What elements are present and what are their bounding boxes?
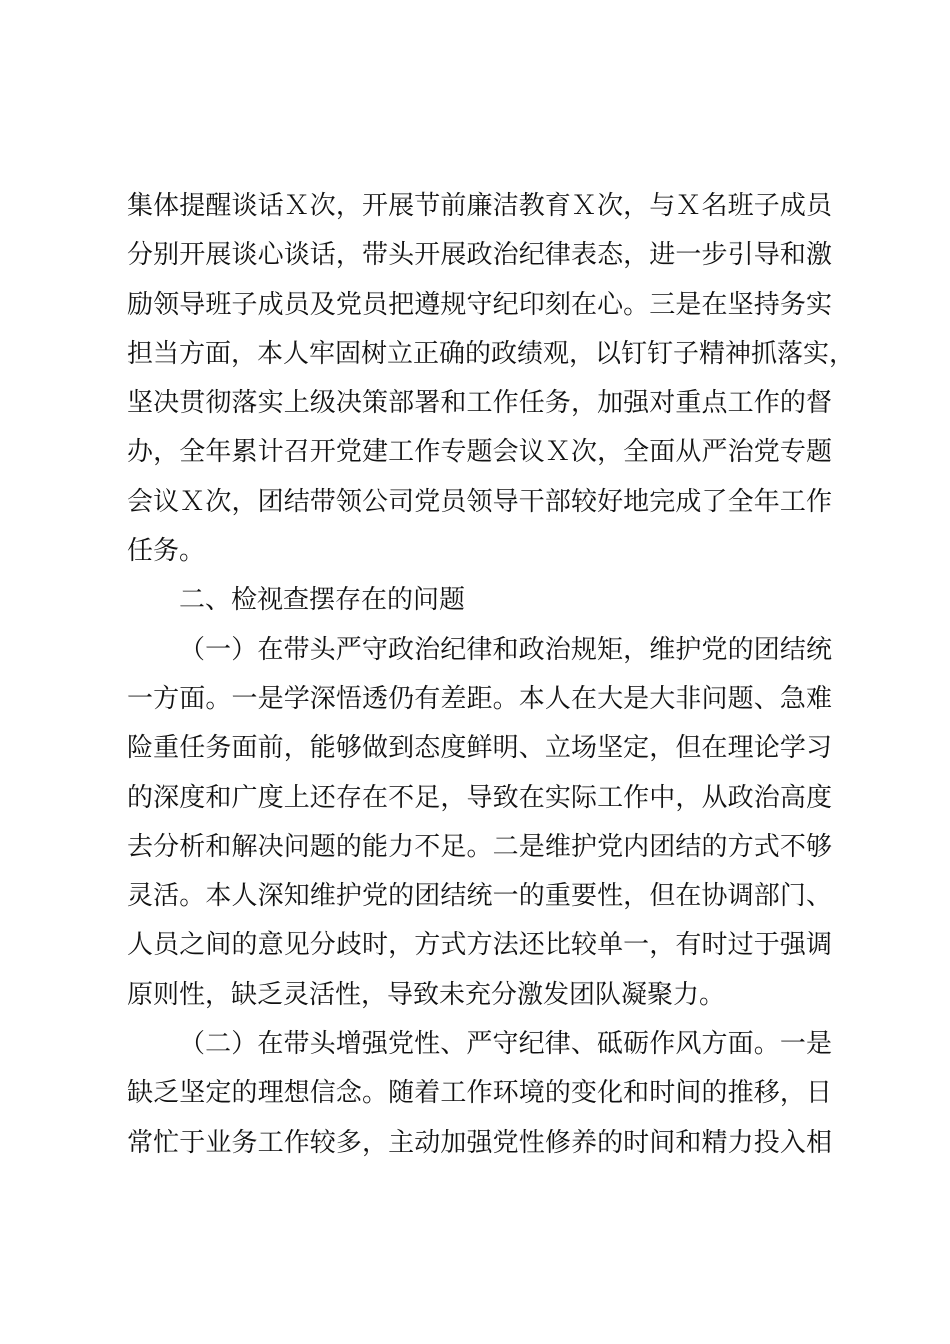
section-heading [127, 576, 832, 625]
text-line: 的深度和广度上还存在不足，导致在实际工作中，从政治高度 [127, 782, 832, 813]
text-line: 缺乏坚定的理想信念。随着工作环境的变化和时间的推移，日 [127, 1078, 832, 1109]
text-line: （一）在带头严守政治纪律和政治规矩，维护党的团结统 [179, 634, 832, 665]
text-line: 集体提醒谈话Ｘ次，开展节前廉洁教育Ｘ次，与Ｘ名班子成员 [127, 191, 832, 221]
text-line: 任务。 [127, 536, 206, 567]
text-line: 人员之间的意见分歧时，方式方法还比较单一，有时过于强调 [127, 930, 832, 961]
text-line: 原则性，缺乏灵活性，导致未充分激发团队凝聚力。 [127, 979, 726, 1010]
paragraph-political-discipline [127, 626, 832, 1020]
document-body [127, 182, 856, 1168]
text-line: 一方面。一是学深悟透仍有差距。本人在大是大非问题、急难 [127, 683, 832, 714]
text-line: 去分析和解决问题的能力不足。二是维护党内团结的方式不够 [127, 831, 832, 862]
text-line: 办，全年累计召开党建工作专题会议Ｘ次，全面从严治党专题 [127, 437, 832, 468]
text-line: 坚决贯彻落实上级决策部署和工作任务，加强对重点工作的督 [127, 388, 832, 419]
paragraph-continuation [127, 182, 856, 576]
paragraph-party-spirit [127, 1020, 832, 1168]
section-heading-text: 二、检视查摆存在的问题 [179, 585, 466, 616]
text-line: 分别开展谈心谈话，带头开展政治纪律表态，进一步引导和激 [127, 240, 832, 271]
text-line: 会议Ｘ次，团结带领公司党员领导干部较好地完成了全年工作 [127, 486, 832, 517]
text-line: 险重任务面前，能够做到态度鲜明、立场坚定，但在理论学习 [127, 733, 832, 764]
text-line: 常忙于业务工作较多，主动加强党性修养的时间和精力投入相 [127, 1127, 832, 1158]
text-line: 灵活。本人深知维护党的团结统一的重要性，但在协调部门、 [127, 881, 832, 912]
text-line: （二）在带头增强党性、严守纪律、砥砺作风方面。一是 [179, 1029, 832, 1060]
text-line: 励领导班子成员及党员把遵规守纪印刻在心。三是在坚持务实 [127, 289, 832, 320]
text-line: 担当方面，本人牢固树立正确的政绩观，以钉钉子精神抓落实， [127, 338, 856, 369]
